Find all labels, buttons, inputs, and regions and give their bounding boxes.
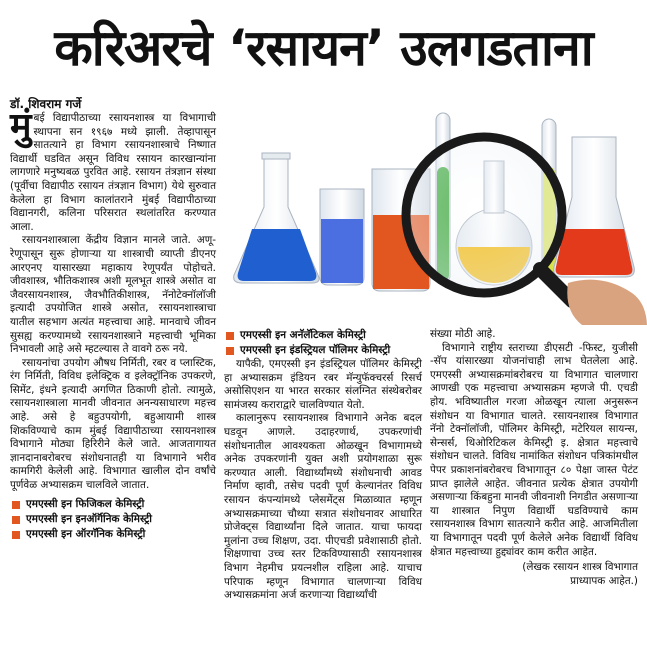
course-item: एमएस्सी इन इनऑर्गॅनिक केमिस्ट्री: [10, 512, 216, 527]
article-column-1: [10, 106, 216, 542]
course-item: एमएस्सी इन अनॅलॅटिकल केमिस्ट्री: [224, 328, 422, 343]
article-paragraph: विभागाने राष्ट्रीय स्तराच्या डीएसटी -फिस्ट, युजीसी -सॅप यांसारख्या योजनांचाही लाभ घेतलेला आहे. एमएस्सी अभ्यासक्रमांबरोबरच या विभागात चालणारा आणखी एक महत्त्वाचा अभ्यासक्रम म्हणजे पी. एचडी होय. भविष्यातील गरजा ओळखून त्याला अनुसरून संशोधन या विभागात चालते. रसायनशास्त्र विभागात नॅनो टेक्नॉलॉजी, पॉलिमर केमिस्ट्री, मटेरियल सायन्स, सेन्सर्स, थिओरिटिकल केमिस्ट्री इ. क्षेत्रात महत्त्वाचे संशोधन चालते. विविध नामांकित संशोधन पत्रिकांमधील पेपर प्रकाशनांबरोबरच विभागातून ८० पेक्षा जास्त पेटंट प्राप्त झालेले आहेत. जीवनात प्रत्येक क्षेत्रात उपयोगी असणाऱ्या किंबहुना मानवी जीवनाशी निगडीत असणाऱ्या या शास्त्रात निपुण विद्यार्थी घडविण्याचे काम रसायनशास्त्र विभाग सातत्याने करीत आहे. आजमितीला या विभागातून पदवी पूर्ण केलेले अनेक विद्यार्थी विविध क्षेत्रात महत्त्वाच्या हुद्द्यांवर काम करीत आहेत.: [430, 341, 638, 558]
course-item: एमएस्सी इन फिजिकल केमिस्ट्री: [10, 497, 216, 512]
intro-paragraph: मुंबई विद्यापीठाच्या रसायनशास्त्र या विभागाची स्थापना सन १९६७ मध्ये झाली. तेव्हापासून सातत्याने हा विभाग रसायनशास्त्राचे निष्णात विद्यार्थी घडवित असून विविध रसायन कारखान्यांना लागणारे मनुष्यबळ पुरवित आहे. रसायन तंत्रज्ञान संस्था (पूर्वीचा विद्यापीठ रसायन तंत्रज्ञान विभाग) येथे सुरुवात केलेला हा विभाग कालांतराने मुंबई विद्यापीठाच्या विद्यानगरी, कलिना परिसरात स्थलांतरित करण्यात आला.: [10, 106, 216, 233]
course-list: [10, 497, 216, 542]
lab-glassware-photo: [222, 97, 647, 325]
article-paragraph: रसायनांचा उपयोग औषध निर्मिती, रबर व प्लास्टिक, रंग निर्मिती, विविध इलेक्ट्रिक व इलेक्ट्रॉनिक उपकरणे, सिमेंट, इंधने इत्यादी अगणित ठिकाणी होतो. त्यामुळे, रसायनशास्त्राला मानवी जीवनात अनन्यसाधारण महत्त्व आहे. असे हे बहुउपयोगी, बहुआयामी शास्त्र शिकविण्याचे काम मुंबई विद्यापीठाच्या रसायनशास्त्र विभागाने मोठ्या हिरिरीने केले जाते. आजतागायत ज्ञानदानाबरोबरच संशोधनातही या विभागाने भरीव कामगिरी केलेली आहे. विभागात खालील दोन वर्षांचे पूर्णवेळ अभ्यासक्रम चालविले जातात.: [10, 356, 216, 492]
course-item: एमएस्सी इन ऑरगॅनिक केमिस्ट्री: [10, 527, 216, 542]
blue-beaker: [320, 189, 364, 285]
author-credit: (लेखक रसायन शास्त्र विभागात प्राध्यापक आहेत.): [522, 561, 638, 587]
article-paragraph: संख्या मोठी आहे.: [430, 328, 496, 340]
byline: डॉ. शिवराम गर्जे: [10, 97, 82, 111]
article-paragraph: रसायनशास्त्राला केंद्रीय विज्ञान मानले जाते. अणू-रेणूपासून सुरू होणाऱ्या या शास्त्राची व्याप्ती डीएनए आरएनए यासारख्या महाकाय रेणूपर्यंत पोहोचते. जीवशास्त्र, भौतिकशास्त्र अशी मूलभूत शास्त्रे असोत वा जैवरसायनशास्त्र, जैवभौतिकीशास्त्र, नॅनोटेक्नॉलॉजी इत्यादी उपयोजित शास्त्रे असोत, रसायनशास्त्राचा यातील सहभाग अत्यंत महत्त्वाचा आहे. मानवाचे जीवन सुसह्य करण्यामध्ये रसायनशास्त्राने महत्त्वाची भूमिका निभावली आहे असे म्हटल्यास ते वावगे ठरू नये.: [10, 234, 216, 356]
dropcap: मुं: [10, 106, 32, 147]
article-column-2: [224, 328, 422, 603]
course-item: एमएस्सी इन इंडस्ट्रियल पॉलिमर केमिस्ट्री: [224, 343, 422, 358]
headline-text: करिअरचे ‘रसायन’ उलगडताना: [54, 19, 593, 77]
course-list-continued: [224, 328, 422, 358]
lab-glassware-illustration: [222, 97, 647, 325]
article-paragraph: कालानुरूप रसायनशास्त्र विभागाने अनेक बदल घडवून आणले. उदाहरणार्थ, उपकरणांची संशोधनातील आवश्यकता ओळखून विभागामध्ये अनेक उपकरणांनी युक्त अशी प्रयोगशाळा सुरू करण्यात आली. विद्यार्थ्यांमध्ये संशोधनाची आवड निर्माण व्हावी, तसेच पदवी पूर्ण केल्यानंतर विविध रसायन कंपन्यांमध्ये प्लेसमेंट्स मिळाव्यात म्हणून अभ्यासक्रमाच्या चौथ्या सत्रात संशोधनावर आधारित प्रोजेक्ट्स विद्यार्थ्यांना दिले जातात. याचा फायदा मुलांना उच्च शिक्षण, उदा. पीएचडी प्रवेशासाठी होतो. शिक्षणाचा उच्च स्तर टिकविण्यासाठी रसायनशास्त्र विभाग नेहमीच प्रयत्नशील राहिला आहे. याचाच परिपाक म्हणून विभागात चालणाऱ्या विविध अभ्यासक्रमांना अर्ज करणाऱ्या विद्यार्थ्यांची: [224, 412, 422, 602]
article-paragraph: यापैकी, एमएस्सी इन इंडस्ट्रियल पॉलिमर केमिस्ट्री हा अभ्यासक्रम इंडियन रबर मॅन्युफॅक्चरर्स रिसर्च असोसिएशन या भारत सरकार संलग्नित संस्थेबरोबर सामंजस्य कराराद्वारे चालविण्यात येतो.: [224, 358, 422, 411]
article-column-3: [430, 328, 638, 588]
headline: [0, 0, 647, 92]
